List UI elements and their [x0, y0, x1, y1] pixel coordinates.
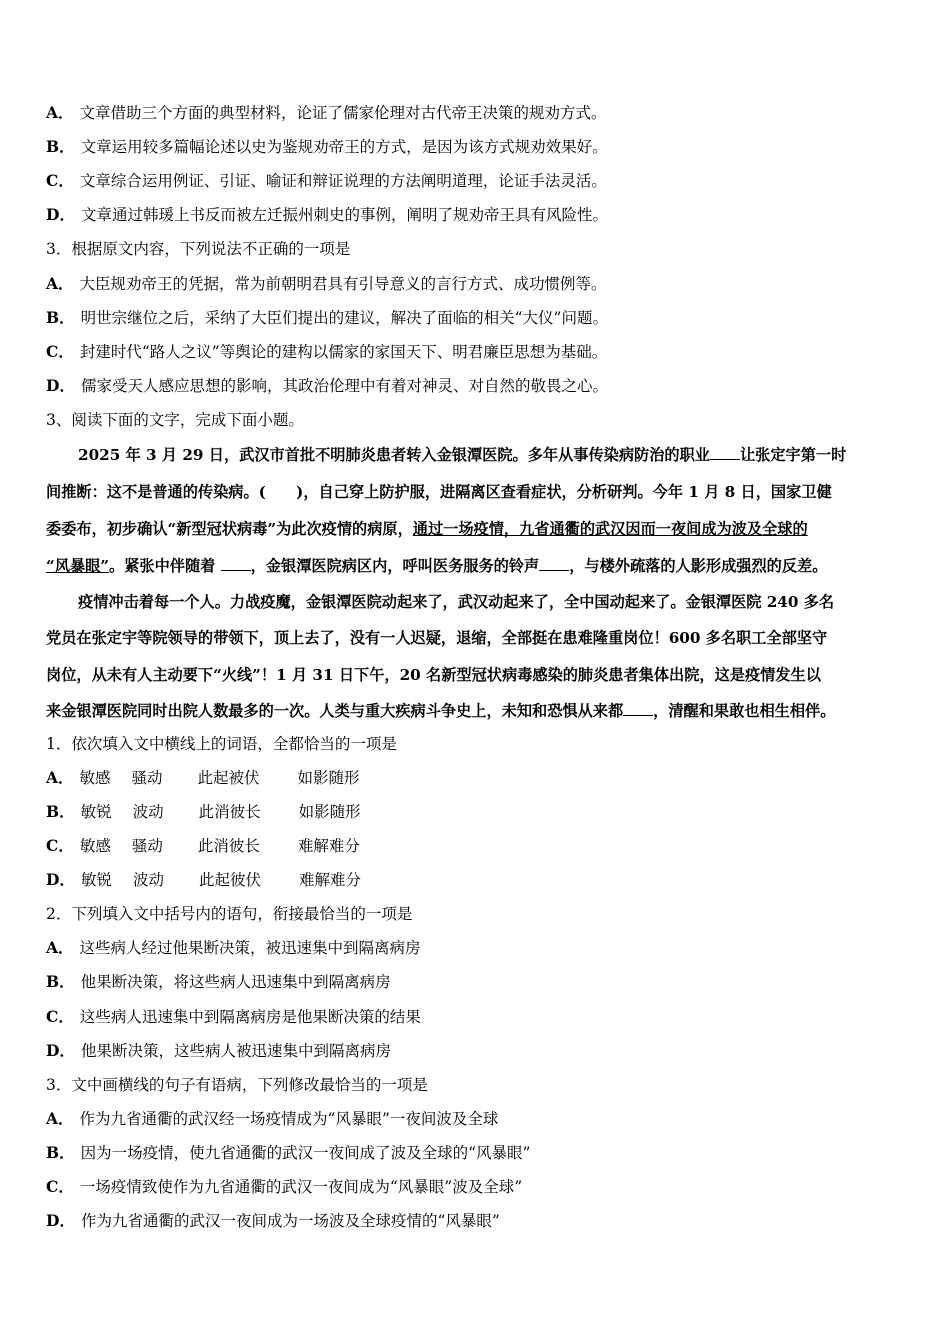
option-d: D． 文章通过韩瑗上书反而被左迁振州刺史的事例，阐明了规劝帝王具有风险性。: [46, 205, 608, 224]
question-3b-stem: 3．文中画横线的句子有语病，下列修改最恰当的一项是: [46, 1076, 428, 1094]
underlined-sentence: 通过一场疫情，九省通衢的武汉因而一夜间成为波及全球的: [412, 520, 808, 538]
option-c: C． 文章综合运用例证、引证、喻证和辩证说理的方法阐明道理，论证手法灵活。: [46, 171, 607, 190]
passage-p2-line4: 来金银潭医院同时出院人数最多的一次。人类与重大疾病斗争史上，未知和恐惧从来都 ，清醒和果敢也相生相伴。: [46, 702, 836, 720]
q2-option-c: C． 这些病人迅速集中到隔离病房是他果断决策的结果: [46, 1007, 421, 1026]
q3b-option-d: D． 作为九省通衢的武汉一夜间成为一场波及全球疫情的“风暴眼”: [46, 1211, 500, 1230]
reading-title: 3、阅读下面的文字，完成下面小题。: [46, 411, 304, 429]
passage-p1-line1: 2025 年 3 月 29 日，武汉市首批不明肺炎患者转入金银潭医院。多年从事传染病防治的职业 让张定宇第一时: [78, 446, 847, 464]
q3-option-d: D． 儒家受天人感应思想的影响，其政治伦理中有着对神灵、对自然的敬畏之心。: [46, 376, 608, 395]
q1-option-a: A． 敏感 骚动 此起被伏 如影随形: [46, 768, 360, 787]
option-b: B． 文章运用较多篇幅论述以史为鉴规劝帝王的方式，是因为该方式规劝效果好。: [46, 137, 608, 156]
passage-p1-line2: 间推断：这不是普通的传染病。( )，自己穿上防护服，进隔离区查看症状，分析研判。今年 1 月 8 日，国家卫健: [46, 483, 832, 501]
passage-p1-line4: “风暴眼”。紧张中伴随着 ，金银潭医院病区内，呼叫医务服务的铃声 ，与楼外疏落的人影形成强烈的反差。: [46, 557, 828, 575]
q1-option-c: C． 敏感 骚动 此消彼长 难解难分: [46, 836, 360, 855]
q3-option-b: B． 明世宗继位之后，采纳了大臣们提出的建议，解决了面临的相关“大仪”问题。: [46, 308, 608, 327]
q3b-option-a: A． 作为九省通衢的武汉经一场疫情成为“风暴眼”一夜间波及全球: [46, 1109, 499, 1128]
q3b-option-b: B． 因为一场疫情，使九省通衢的武汉一夜间成了波及全球的“风暴眼”: [46, 1143, 531, 1162]
passage-p2-line3: 岗位，从未有人主动要下“火线”！1 月 31 日下午，20 名新型冠状病毒感染的肺炎患者集体出院，这是疫情发生以: [46, 666, 821, 684]
q2-option-b: B． 他果断决策，将这些病人迅速集中到隔离病房: [46, 972, 391, 991]
q3-option-c: C． 封建时代“路人之议”等舆论的建构以儒家的家国天下、明君廉臣思想为基础。: [46, 342, 608, 361]
underlined-sentence-end: “风暴眼”: [46, 557, 110, 575]
option-a: A． 文章借助三个方面的典型材料，论证了儒家伦理对古代帝王决策的规劝方式。: [46, 103, 607, 122]
passage-p1-line3: 委委布，初步确认“新型冠状病毒”为此次疫情的病原，通过一场疫情，九省通衢的武汉因而一夜间成为波及全球的: [46, 520, 808, 538]
passage-p2-line1: 疫情冲击着每一个人。力战疫魔，金银潭医院动起来了，武汉动起来了，全中国动起来了。金银潭医院 240 多名: [78, 593, 835, 611]
q2-option-d: D． 他果断决策，这些病人被迅速集中到隔离病房: [46, 1041, 391, 1060]
q3b-option-c: C． 一场疫情致使作为九省通衢的武汉一夜间成为“风暴眼”波及全球”: [46, 1177, 523, 1196]
q3-option-a: A． 大臣规劝帝王的凭据，常为前朝明君具有引导意义的言行方式、成功惯例等。: [46, 274, 607, 293]
q1-option-d: D． 敏锐 波动 此起彼伏 难解难分: [46, 870, 361, 889]
q2-option-a: A． 这些病人经过他果断决策，被迅速集中到隔离病房: [46, 938, 421, 957]
q1-option-b: B． 敏锐 波动 此消彼长 如影随形: [46, 802, 361, 821]
question-1-stem: 1．依次填入文中横线上的词语，全都恰当的一项是: [46, 735, 397, 753]
question-3-stem: 3．根据原文内容，下列说法不正确的一项是: [46, 240, 351, 258]
passage-p2-line2: 党员在张定宇等院领导的带领下，顶上去了，没有一人迟疑，退缩，全部挺在患难隆重岗位！600 多名职工全部坚守: [46, 629, 828, 647]
question-2-stem: 2．下列填入文中括号内的语句，衔接最恰当的一项是: [46, 905, 413, 923]
